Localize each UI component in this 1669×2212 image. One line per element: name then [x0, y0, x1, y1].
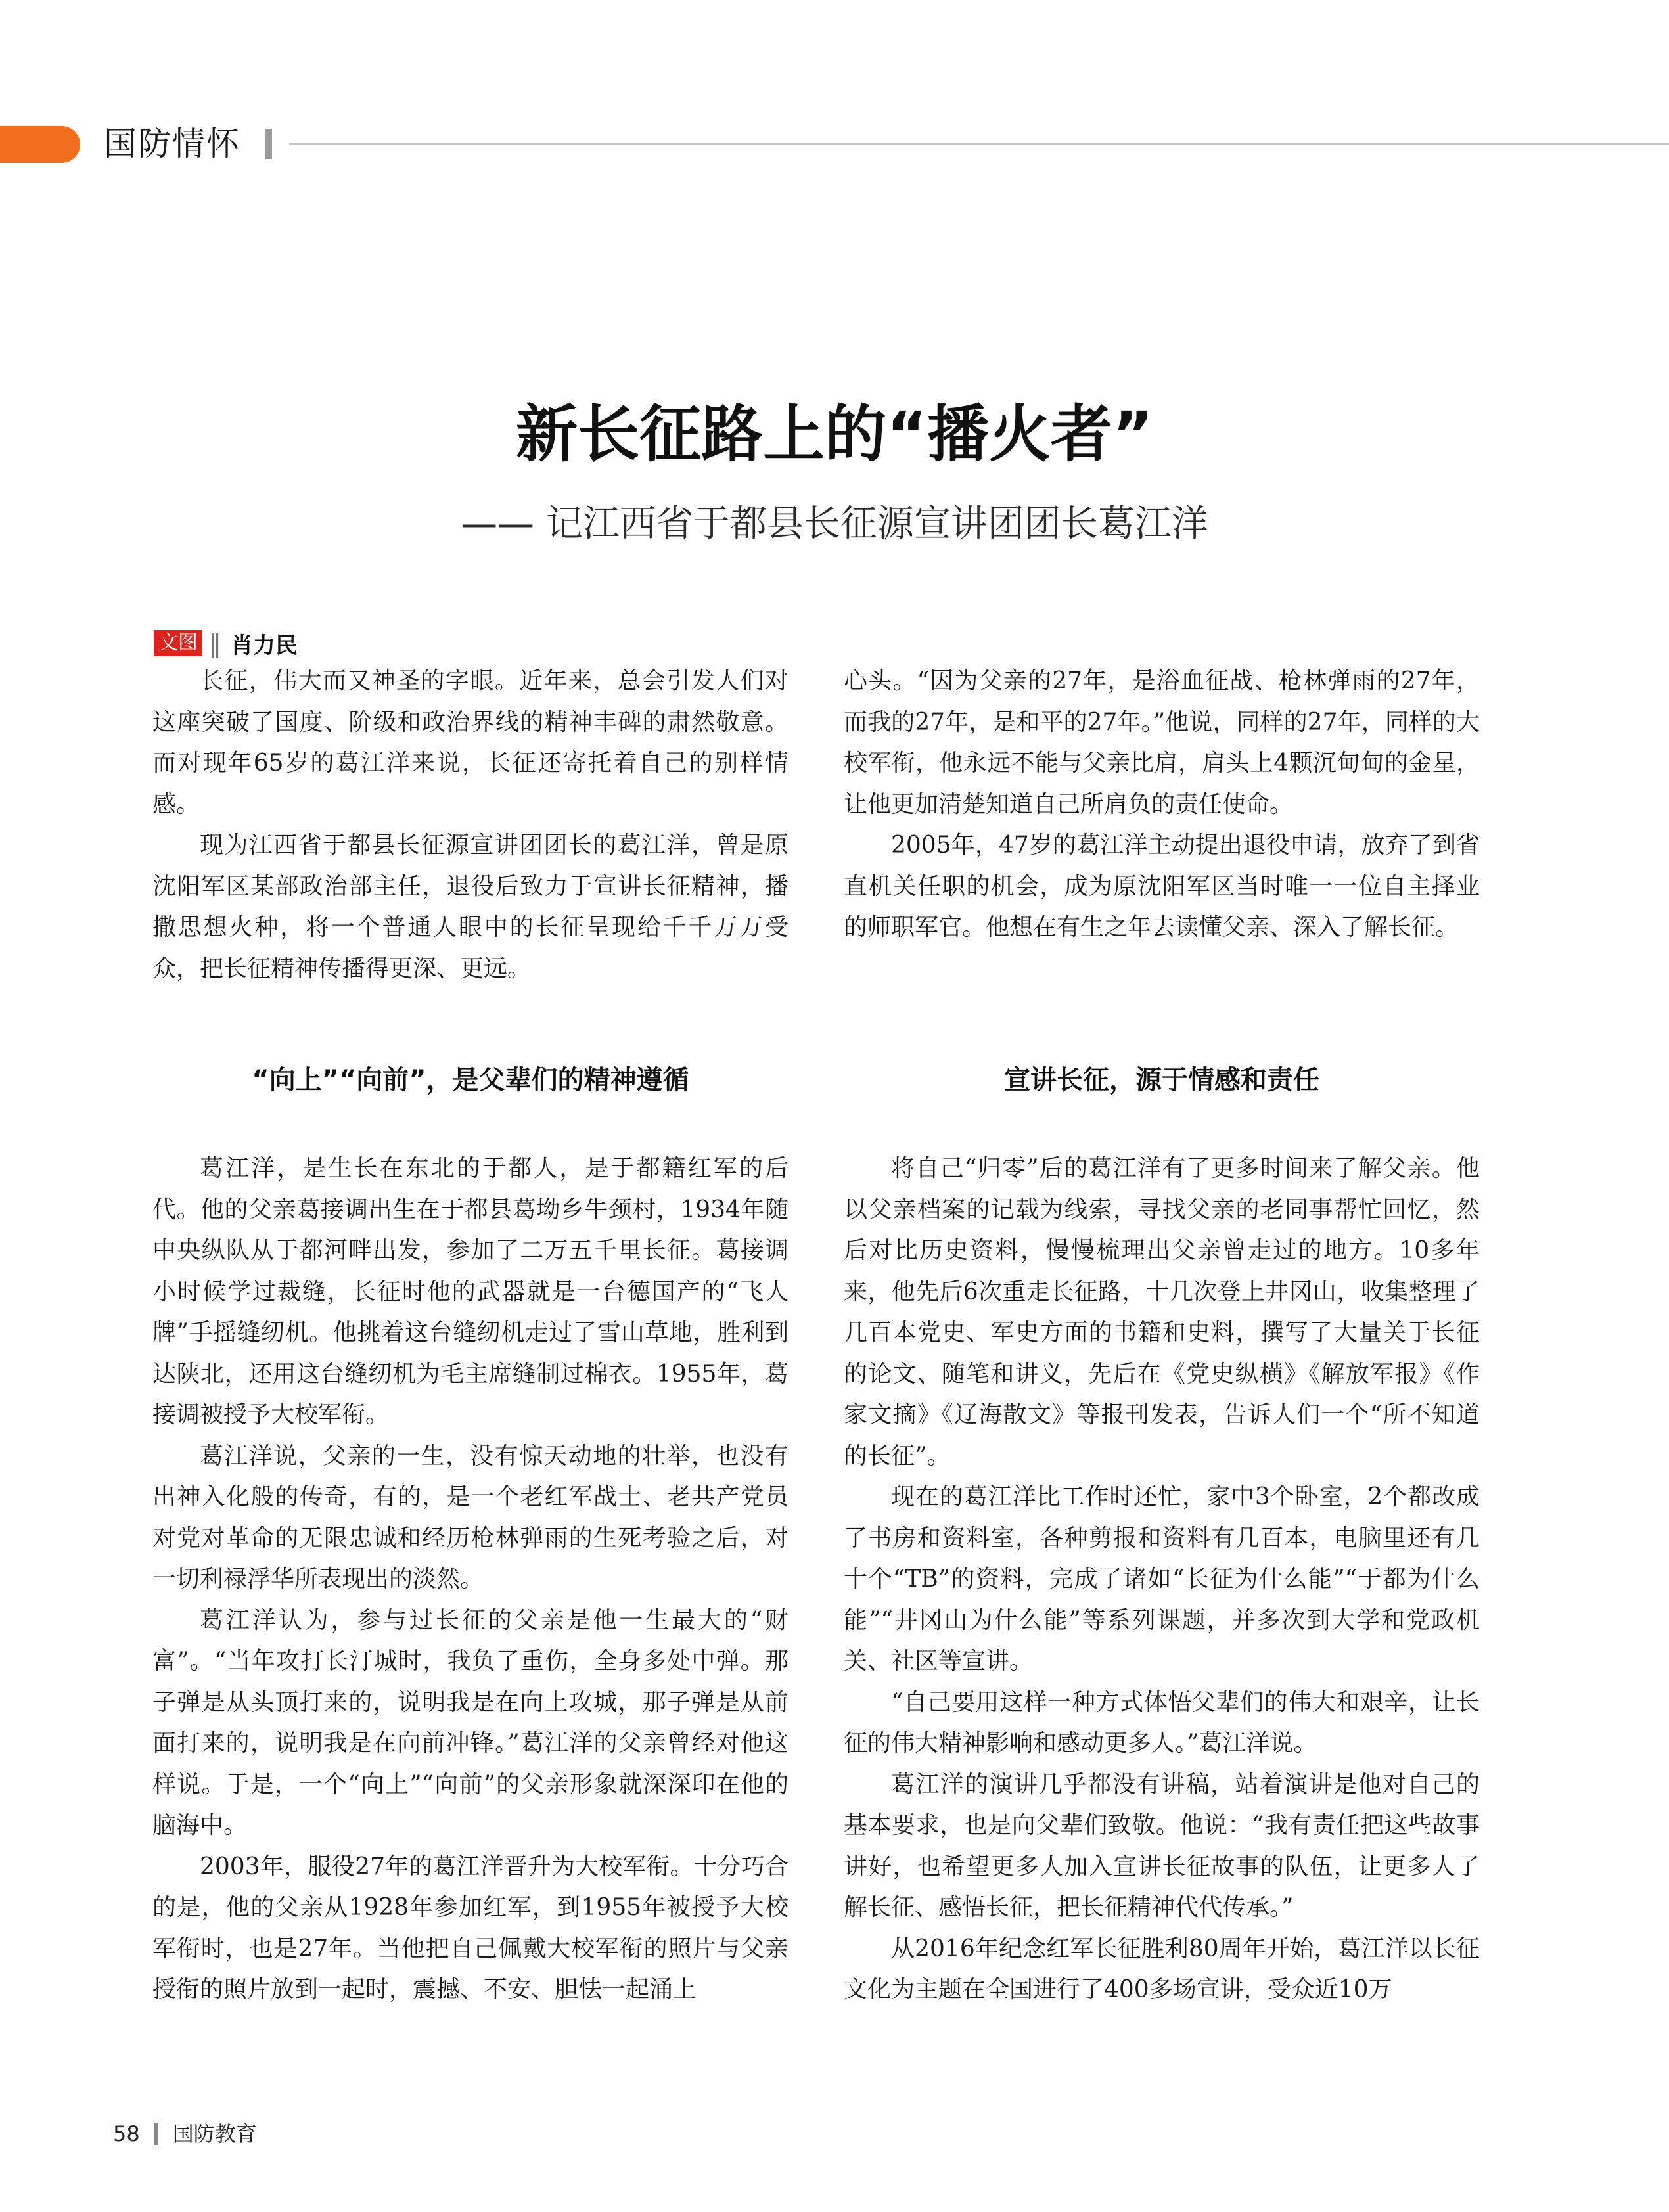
paragraph: 从2016年纪念红军长征胜利80周年开始，葛江洋以长征文化为主题在全国进行了400多场宣讲，受众近10万 — [844, 1935, 1480, 2003]
section-heading-left: “向上”“向前”，是父辈们的精神遵循 — [252, 1065, 689, 1095]
paragraph: 心头。“因为父亲的27年，是浴血征战、枪林弹雨的27年，而我的27年，是和平的27年。”他说，同样的27年，同样的大校军衔，他永远不能与父亲比肩，肩头上4颗沉甸甸的金星，让他更加清楚知道自己所肩负的责任使命。 — [844, 667, 1480, 818]
section-divider — [265, 129, 272, 159]
byline-separator: ‖ — [209, 629, 221, 658]
article-subtitle: —— 记江西省于都县长征源宣讲团团长葛江洋 — [461, 503, 1208, 545]
paragraph: 葛江洋说，父亲的一生，没有惊天动地的壮举，也没有出神入化般的传奇，有的，是一个老红军战士、老共产党员对党对革命的无限忠诚和经历枪林弹雨的生死考验之后，对一切利禄浮华所表现出的淡然。 — [152, 1442, 789, 1592]
paragraph: 将自己“归零”后的葛江洋有了更多时间来了解父亲。他以父亲档案的记载为线索，寻找父亲的老同事帮忙回忆，然后对比历史资料，慢慢梳理出父亲曾走过的地方。10多年来，他先后6次重走长征路，十几次登上井冈山，收集整理了几百本党史、军史方面的书籍和史料，撰写了大量关于长征的论文、随笔和讲义，先后在《党史纵横》《解放军报》《作家文摘》《辽海散文》等报刊发表，告诉人们一个“所不知道的长征”。 — [844, 1155, 1480, 1470]
magazine-name: 国防教育 — [172, 2121, 257, 2146]
article-title: 新长征路上的“播火者” — [516, 399, 1153, 470]
intro-right-column — [844, 661, 1480, 949]
author-name: 肖力民 — [231, 632, 298, 659]
paragraph: 葛江洋认为，参与过长征的父亲是他一生最大的“财富”。“当年攻打长汀城时，我负了重伤，全身多处中弹。那子弹是从头顶打来的，说明我是在向上攻城，那子弹是从前面打来的，说明我是在向前冲锋。”葛江洋的父亲曾经对他这样说。于是，一个“向上”“向前”的父亲形象就深深印在他的脑海中。 — [152, 1606, 789, 1839]
paragraph: 葛江洋，是生长在东北的于都人，是于都籍红军的后代。他的父亲葛接调出生在于都县葛坳乡牛颈村，1934年随中央纵队从于都河畔出发，参加了二万五千里长征。葛接调小时候学过裁缝，长征时他的武器就是一台德国产的“飞人牌”手摇缝纫机。他挑着这台缝纫机走过了雪山草地，胜利到达陕北，还用这台缝纫机为毛主席缝制过棉衣。1955年，葛接调被授予大校军衔。 — [152, 1155, 789, 1428]
paragraph: 2005年，47岁的葛江洋主动提出退役申请，放弃了到省直机关任职的机会，成为原沈阳军区当时唯一一位自主择业的师职军官。他想在有生之年去读懂父亲、深入了解长征。 — [844, 832, 1480, 941]
paragraph: “自己要用这样一种方式体悟父辈们的伟大和艰辛，让长征的伟大精神影响和感动更多人。”葛江洋说。 — [844, 1688, 1480, 1757]
footer-divider — [154, 2123, 158, 2145]
header-rule — [289, 143, 1669, 145]
page-number: 58 — [113, 2121, 140, 2146]
byline-tag: 文图 — [154, 630, 202, 656]
paragraph: 长征，伟大而又神圣的字眼。近年来，总会引发人们对这座突破了国度、阶级和政治界线的精神丰碑的肃然敬意。而对现年65岁的葛江洋来说，长征还寄托着自己的别样情感。 — [152, 667, 789, 818]
body-left-column — [152, 1148, 789, 2011]
page-footer — [113, 2119, 257, 2148]
paragraph: 葛江洋的演讲几乎都没有讲稿，站着演讲是他对自己的基本要求，也是向父辈们致敬。他说：“我有责任把这些故事讲好，也希望更多人加入宣讲长征故事的队伍，让更多人了解长征、感悟长征，把长征精神代代传承。” — [844, 1771, 1480, 1921]
section-tab-accent — [0, 126, 80, 163]
paragraph: 现为江西省于都县长征源宣讲团团长的葛江洋，曾是原沈阳军区某部政治部主任，退役后致力于宣讲长征精神，播撒思想火种，将一个普通人眼中的长征呈现给千千万万受众，把长征精神传播得更深、更远。 — [152, 832, 789, 982]
paragraph: 2003年，服役27年的葛江洋晋升为大校军衔。十分巧合的是，他的父亲从1928年参加红军，到1955年被授予大校军衔时，也是27年。当他把自己佩戴大校军衔的照片与父亲授衔的照片放到一起时，震撼、不安、胆怯一起涌上 — [152, 1853, 789, 2003]
section-title: 国防情怀 — [104, 125, 240, 163]
intro-left-column — [152, 661, 789, 989]
byline — [154, 627, 298, 660]
paragraph: 现在的葛江洋比工作时还忙，家中3个卧室，2个都改成了书房和资料室，各种剪报和资料有几百本，电脑里还有几十个“TB”的资料，完成了诸如“长征为什么能”“于都为什么能”“井冈山为什么能”等系列课题，并多次到大学和党政机关、社区等宣讲。 — [844, 1483, 1480, 1675]
body-right-column — [844, 1148, 1480, 2011]
section-heading-right: 宣讲长征，源于情感和责任 — [1004, 1065, 1319, 1095]
